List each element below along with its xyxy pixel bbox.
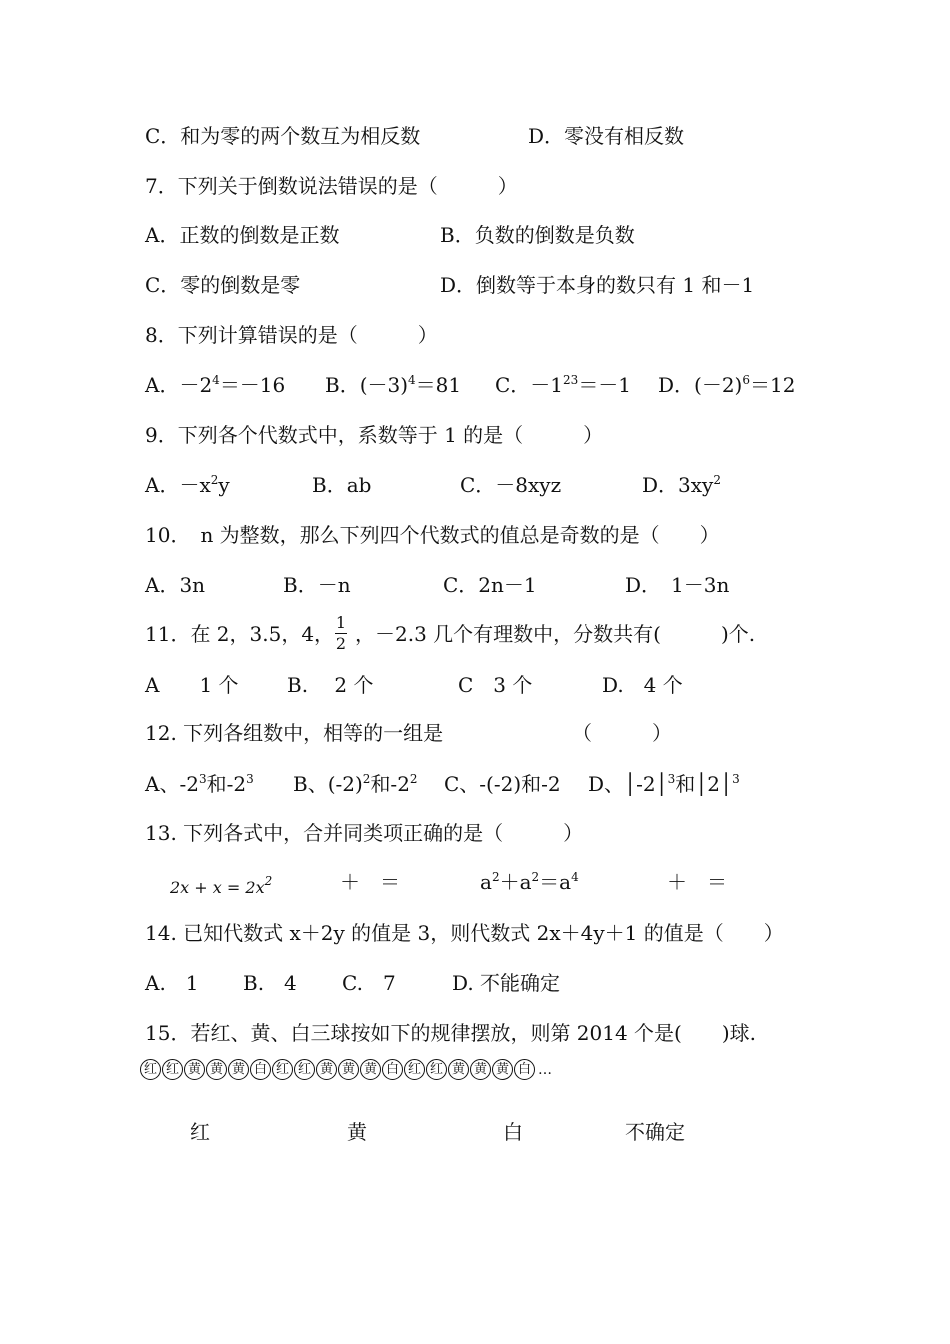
q15-option-b: 黄 bbox=[347, 1120, 367, 1144]
ball: 红 bbox=[294, 1059, 315, 1080]
q11-fraction bbox=[333, 614, 349, 653]
q8-option-c: C．$-1^{23}=-1$ bbox=[495, 373, 632, 397]
q11-option-a: A 1 个 bbox=[145, 673, 239, 697]
ball: 白 bbox=[514, 1059, 535, 1080]
q11-option-b: B. 2 个 bbox=[287, 673, 374, 697]
q8-stem: 8．下列计算错误的是（ ） bbox=[145, 323, 438, 347]
q11-option-c: C 3 个 bbox=[458, 673, 533, 697]
ball: 红 bbox=[426, 1059, 447, 1080]
q12-option-d: D、│-2│$^3$和│2│$^3$ bbox=[588, 772, 740, 796]
q12-option-a: A、$-2^3$和$-2^3$ bbox=[145, 772, 254, 796]
q11-option-d: D. 4 个 bbox=[602, 673, 683, 697]
ball: 黄 bbox=[338, 1059, 359, 1080]
q13-option-a: $2x + x = 2x^2$ bbox=[170, 874, 273, 897]
ball: 红 bbox=[140, 1059, 161, 1080]
ball: 黄 bbox=[492, 1059, 513, 1080]
q14-option-a: A. 1 bbox=[145, 971, 199, 995]
q9-option-c: C．－8xyz bbox=[460, 473, 562, 497]
q9-option-b: B．ab bbox=[312, 473, 372, 497]
q13-stem: 13. 下列各式中，合并同类项正确的是（ ） bbox=[145, 821, 584, 845]
q13-option-d: ＋ ＝ bbox=[667, 870, 727, 894]
q11-stem-end: ，－2.3 几个有理数中，分数共有( )个. bbox=[355, 622, 756, 646]
q9-option-a: A．$-x^2y$ bbox=[145, 473, 230, 497]
ball: 黄 bbox=[206, 1059, 227, 1080]
q14-option-d: D. 不能确定 bbox=[452, 971, 561, 995]
ball: 黄 bbox=[448, 1059, 469, 1080]
q14-option-c: C. 7 bbox=[342, 971, 396, 995]
q8-option-b: B．$(-3)^4=81$ bbox=[325, 373, 462, 397]
q7-stem: 7．下列关于倒数说法错误的是（ ） bbox=[145, 174, 518, 198]
q15-option-a: 红 bbox=[190, 1120, 210, 1144]
ball: 黄 bbox=[228, 1059, 249, 1080]
ball: 黄 bbox=[470, 1059, 491, 1080]
q11-stem-start: 11．在 2，3.5，4， bbox=[145, 622, 335, 646]
q8-option-a: A．$-2^4=-16$ bbox=[145, 373, 286, 397]
q9-stem: 9．下列各个代数式中，系数等于 1 的是（ ） bbox=[145, 423, 604, 447]
q12-answer-paren: （ ） bbox=[572, 721, 672, 745]
q15-option-c: 白 bbox=[503, 1120, 523, 1144]
q13-option-b: ＋ ＝ bbox=[340, 870, 400, 894]
q9-option-d: D．$3xy^2$ bbox=[642, 473, 721, 497]
q7-option-d: D．倒数等于本身的数只有 1 和－1 bbox=[440, 273, 755, 297]
q12-option-c: C、-(-2)和-2 bbox=[444, 772, 561, 796]
ball: 黄 bbox=[316, 1059, 337, 1080]
q11-fraction-denominator: 2 bbox=[335, 634, 347, 653]
q12-stem: 12. 下列各组数中，相等的一组是 bbox=[145, 721, 444, 745]
q10-option-a: A．3n bbox=[145, 573, 206, 597]
q7-option-c: C．零的倒数是零 bbox=[145, 273, 301, 297]
q6-option-d: D．零没有相反数 bbox=[528, 124, 685, 148]
q7-option-a: A．正数的倒数是正数 bbox=[145, 223, 340, 247]
q14-option-b: B. 4 bbox=[243, 971, 297, 995]
ball: 黄 bbox=[184, 1059, 205, 1080]
q10-option-c: C．2n－1 bbox=[443, 573, 537, 597]
ball: 黄 bbox=[360, 1059, 381, 1080]
q8-option-d: D．$(-2)^6=12$ bbox=[658, 373, 796, 397]
q15-option-d: 不确定 bbox=[625, 1120, 685, 1144]
ball: 红 bbox=[404, 1059, 425, 1080]
q7-option-b: B．负数的倒数是负数 bbox=[440, 223, 635, 247]
ball: 白 bbox=[382, 1059, 403, 1080]
q6-option-c: C．和为零的两个数互为相反数 bbox=[145, 124, 421, 148]
ellipsis: … bbox=[538, 1061, 552, 1078]
ball: 白 bbox=[250, 1059, 271, 1080]
q13-option-c: $a^2+a^2=a^4$ bbox=[480, 870, 579, 894]
ball: 红 bbox=[162, 1059, 183, 1080]
q15-ball-sequence bbox=[140, 1059, 552, 1080]
q10-option-b: B．－n bbox=[283, 573, 351, 597]
q10-stem: 10． n 为整数，那么下列四个代数式的值总是奇数的是（ ） bbox=[145, 523, 720, 547]
q12-option-b: B、$(-2)^2$和$-2^2$ bbox=[293, 772, 418, 796]
ball: 红 bbox=[272, 1059, 293, 1080]
q14-stem: 14. 已知代数式 x＋2y 的值是 3，则代数式 2x＋4y＋1 的值是（ ） bbox=[145, 921, 784, 945]
q15-stem: 15．若红、黄、白三球按如下的规律摆放，则第 2014 个是( )球. bbox=[145, 1021, 757, 1045]
q10-option-d: D． 1－3n bbox=[625, 573, 730, 597]
q11-fraction-numerator: 1 bbox=[335, 613, 347, 632]
